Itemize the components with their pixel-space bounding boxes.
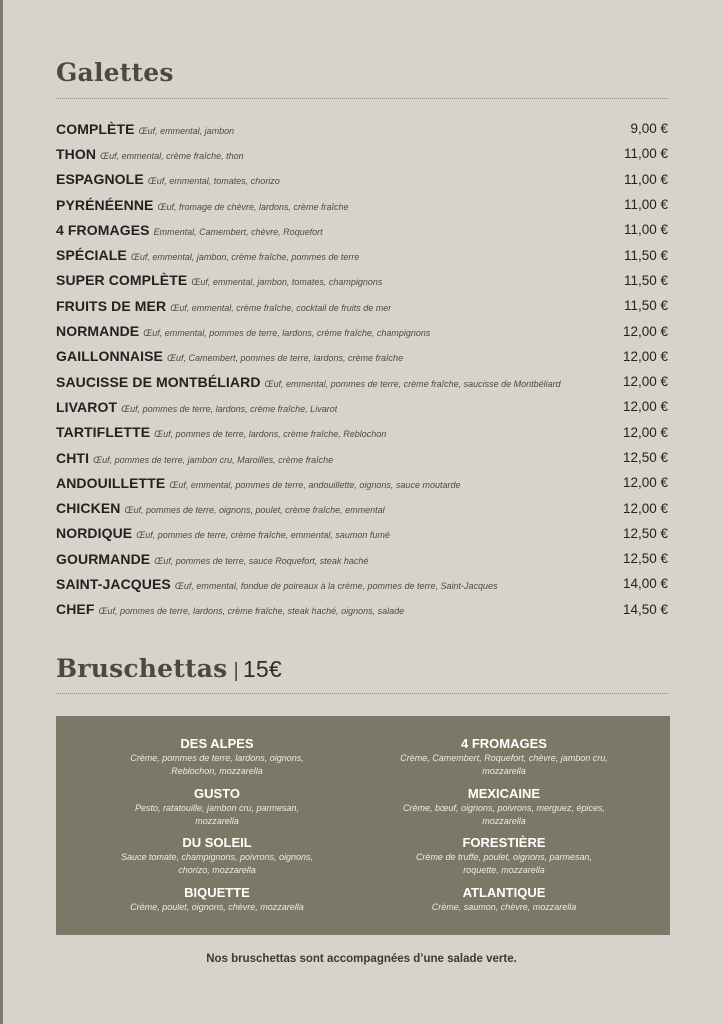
bruschetta-item — [72, 835, 362, 885]
galette-name: CHEF — [56, 601, 95, 618]
bruschetta-name: MEXICAINE — [467, 785, 541, 801]
galette-name: NORDIQUE — [56, 525, 133, 542]
galette-row — [56, 116, 668, 141]
bruschettas-column-left — [72, 736, 362, 934]
bruschettas-separator: | — [233, 660, 239, 682]
galette-left — [56, 121, 234, 137]
galette-description: Œuf, emmental, crème fraîche, cocktail de fruits de mer — [170, 302, 392, 313]
galette-description: Œuf, pommes de terre, jambon cru, Maroilles, crème fraîche — [93, 454, 334, 465]
bruschetta-item — [359, 885, 649, 935]
galette-description: Œuf, emmental, jambon, crème fraîche, pommes de terre — [130, 252, 360, 263]
galette-description: Œuf, Camembert, pommes de terre, lardons, crème fraîche — [166, 353, 404, 364]
galette-left — [56, 551, 368, 567]
galette-description: Œuf, emmental, pommes de terre, lardons, crème fraîche, champignons — [143, 328, 431, 339]
bruschettas-title: Bruschettas — [56, 654, 228, 683]
galette-price: 12,00 € — [622, 424, 668, 440]
galette-description: Œuf, pommes de terre, sauce Roquefort, steak haché — [154, 555, 369, 566]
galette-left — [56, 424, 386, 440]
bruschetta-description: Crème de truffe, poulet, oignons, parmesan, roquette, mozzarella — [415, 852, 593, 875]
left-edge-bar — [0, 0, 3, 1024]
galette-row — [56, 217, 668, 242]
galettes-list — [56, 116, 668, 622]
galette-description: Œuf, fromage de chèvre, lardons, crème fraîche — [157, 201, 349, 212]
galette-price: 11,50 € — [623, 272, 668, 288]
galette-row — [56, 141, 668, 166]
bruschettas-box — [56, 716, 670, 935]
galette-left — [56, 171, 280, 187]
galette-row — [56, 597, 668, 622]
galette-row — [56, 470, 668, 495]
galette-price: 11,50 € — [623, 247, 668, 263]
galette-description: Œuf, pommes de terre, lardons, crème fraîche, Reblochon — [154, 429, 387, 440]
galette-price: 12,50 € — [622, 450, 668, 465]
galette-name: SAINT-JACQUES — [56, 575, 171, 592]
galette-description: Œuf, emmental, jambon, tomates, champignons — [191, 277, 383, 288]
galette-left — [56, 272, 382, 288]
bruschetta-description: Crème, saumon, chèvre, mozzarella — [431, 901, 577, 912]
galette-name: TARTIFLETTE — [56, 424, 151, 441]
galette-row — [56, 369, 668, 394]
bruschetta-name: FORESTIÈRE — [462, 835, 546, 850]
galette-left — [56, 247, 359, 263]
bruschettas-price: 15€ — [242, 656, 282, 682]
galette-row — [56, 167, 668, 192]
galette-price: 14,00 € — [622, 576, 668, 592]
bruschetta-description: Crème, Camembert, Roquefort, chèvre, jambon cru, mozzarella — [400, 753, 608, 776]
galette-price: 12,00 € — [622, 374, 668, 390]
bruschettas-note: Nos bruschettas sont accompagnées d’une salade verte. — [206, 953, 517, 965]
bruschetta-description: Sauce tomate, champignons, poivrons, oignons, chorizo, mozzarella — [120, 852, 314, 875]
galette-price: 11,00 € — [623, 197, 668, 213]
galette-row — [56, 293, 668, 318]
galette-row — [56, 192, 668, 217]
galette-row — [56, 571, 668, 596]
galette-left — [56, 601, 404, 617]
bruschetta-name: DES ALPES — [180, 736, 254, 751]
bruschetta-item — [359, 736, 649, 786]
galette-name: GOURMANDE — [56, 550, 151, 567]
galette-name: SPÉCIALE — [56, 247, 127, 264]
galette-left — [56, 399, 337, 415]
bruschetta-description: Pesto, ratatouille, jambon cru, parmesan, mozzarella — [134, 802, 300, 826]
bruschetta-item — [72, 736, 362, 786]
galette-price: 11,00 € — [623, 171, 668, 187]
galette-left — [56, 374, 561, 390]
galette-left — [56, 500, 385, 516]
galette-row — [56, 242, 668, 267]
bruschetta-name: BIQUETTE — [184, 884, 250, 900]
galette-name: PYRÉNÉENNE — [56, 196, 154, 213]
bruschetta-item — [72, 885, 362, 935]
galette-left — [56, 348, 403, 364]
bruschetta-description: Crème, pommes de terre, lardons, oignons, Reblochon, mozzarella — [130, 753, 304, 776]
galette-price: 11,00 € — [623, 222, 668, 238]
galette-left — [56, 298, 391, 314]
galette-left — [56, 475, 460, 491]
galette-description: Œuf, pommes de terre, crème fraîche, emmental, saumon fumé — [136, 530, 390, 541]
galette-name: CHICKEN — [56, 500, 121, 517]
bruschettas-column-right — [359, 736, 649, 934]
galette-name: GAILLONNAISE — [56, 348, 163, 365]
galette-price: 12,00 € — [622, 500, 668, 516]
galette-left — [56, 197, 349, 213]
galette-description: Emmental, Camembert, chèvre, Roquefort — [153, 226, 323, 237]
galette-name: THON — [56, 145, 97, 162]
galette-name: SAUCISSE DE MONTBÉLIARD — [56, 373, 261, 390]
galette-price: 12,00 € — [622, 348, 668, 364]
galette-left — [56, 323, 430, 339]
bruschettas-divider — [56, 693, 669, 694]
galette-description: Œuf, emmental, fondue de poireaux à la crème, pommes de terre, Saint-Jacques — [174, 580, 498, 591]
galette-description: Œuf, emmental, pommes de terre, andouillette, oignons, sauce moutarde — [169, 479, 461, 490]
galette-row — [56, 420, 668, 445]
bruschetta-name: DU SOLEIL — [182, 835, 252, 850]
galette-name: ESPAGNOLE — [56, 171, 144, 188]
galette-row — [56, 546, 668, 571]
bruschetta-item — [359, 786, 649, 836]
galette-description: Œuf, emmental, tomates, chorizo — [147, 176, 280, 187]
galette-name: 4 FROMAGES — [56, 221, 150, 238]
bruschettas-heading — [56, 654, 282, 683]
galette-row — [56, 344, 668, 369]
galette-description: Œuf, pommes de terre, lardons, crème fraîche, steak haché, oignons, salade — [98, 606, 405, 617]
galette-row — [56, 394, 668, 419]
galette-price: 11,50 € — [623, 298, 668, 314]
galette-name: FRUITS DE MER — [56, 297, 167, 314]
galette-left — [56, 222, 323, 238]
galette-price: 11,00 € — [623, 146, 668, 162]
bruschetta-name: ATLANTIQUE — [462, 884, 546, 900]
bruschetta-item — [359, 835, 649, 885]
galette-name: NORMANDE — [56, 323, 140, 340]
galette-description: Œuf, emmental, crème fraîche, thon — [100, 150, 244, 161]
galette-name: LIVAROT — [56, 398, 118, 415]
galette-left — [56, 525, 390, 541]
galette-price: 12,00 € — [622, 323, 668, 339]
galette-left — [56, 146, 244, 162]
galette-price: 12,50 € — [622, 551, 668, 567]
bruschetta-description: Crème, bœuf, oignons, poivrons, merguez, épices, mozzarella — [402, 802, 606, 826]
galette-row — [56, 445, 668, 470]
bruschetta-name: 4 FROMAGES — [461, 736, 547, 751]
galette-name: CHTI — [56, 449, 90, 466]
bruschetta-name: GUSTO — [194, 785, 240, 801]
galette-row — [56, 318, 668, 343]
galette-description: Œuf, pommes de terre, lardons, crème fraîche, Livarot — [121, 403, 338, 414]
galette-left — [56, 576, 498, 592]
galette-description: Œuf, pommes de terre, oignons, poulet, crème fraîche, emmental — [124, 505, 385, 516]
galette-price: 12,50 € — [622, 525, 668, 541]
galette-row — [56, 521, 668, 546]
galette-row — [56, 495, 668, 520]
galette-left — [56, 450, 333, 466]
galette-description: Œuf, emmental, jambon — [138, 125, 235, 136]
galette-name: ANDOUILLETTE — [56, 474, 166, 491]
galette-name: COMPLÈTE — [56, 120, 135, 137]
bruschetta-description: Crème, poulet, oignons, chèvre, mozzarella — [130, 901, 304, 912]
galettes-title: Galettes — [56, 58, 174, 87]
galettes-divider — [56, 98, 669, 99]
galette-price: 12,00 € — [622, 475, 668, 491]
galette-name: SUPER COMPLÈTE — [56, 272, 188, 289]
galette-price: 9,00 € — [630, 121, 668, 137]
galette-price: 14,50 € — [622, 601, 668, 617]
bruschetta-item — [72, 786, 362, 836]
galette-row — [56, 268, 668, 293]
galette-description: Œuf, emmental, pommes de terre, crème fraîche, saucisse de Montbéliard — [264, 378, 561, 389]
galette-price: 12,00 € — [622, 399, 668, 415]
